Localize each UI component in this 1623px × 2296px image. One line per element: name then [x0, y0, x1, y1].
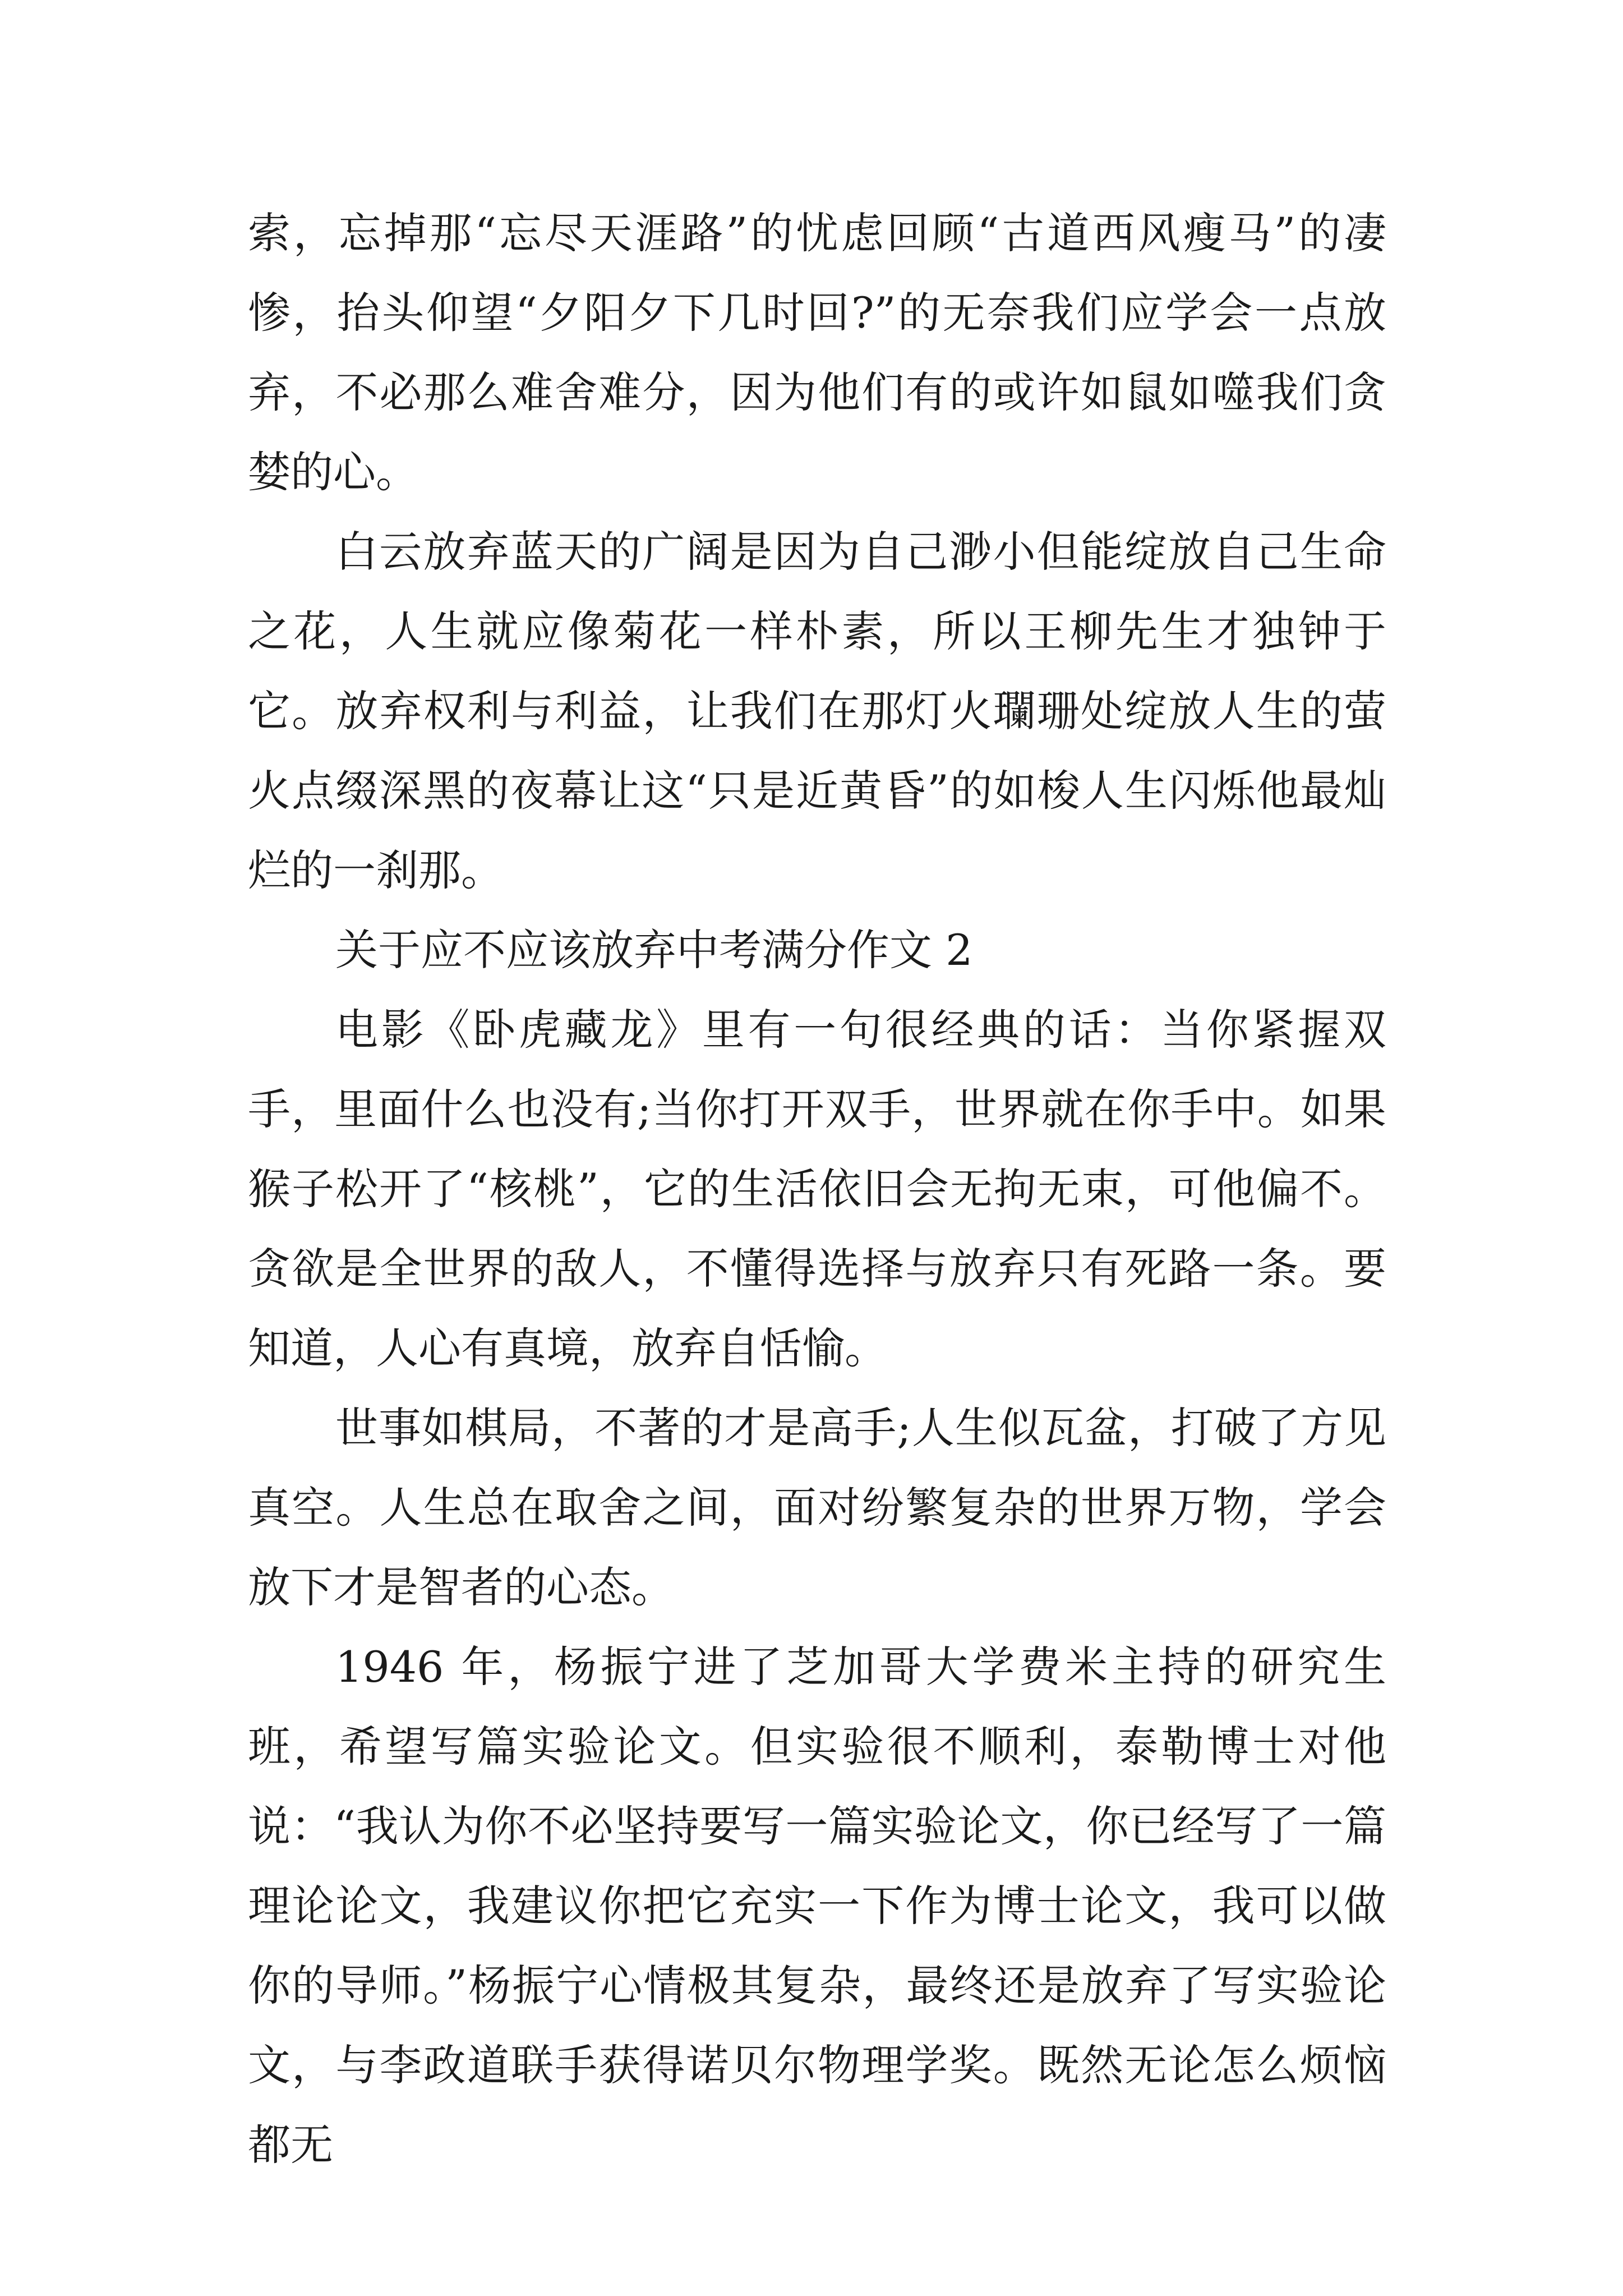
paragraph: 世事如棋局，不著的才是高手;人生似瓦盆，打破了方见真空。人生总在取舍之间，面对纷繁复杂的世界万物，学会放下才是智者的心态。: [248, 1403, 1386, 1612]
paragraph: 电影《卧虎藏龙》里有一句很经典的话：当你紧握双手，里面什么也没有;当你打开双手，世界就在你手中。如果猴子松开了“核桃”，它的生活依旧会无拘无束，可他偏不。贪欲是全世界的敌人，不懂得选择与放弃只有死路一条。要知道，人心有真境，放弃自恬愉。: [248, 1005, 1386, 1373]
document-body: [248, 194, 1386, 2185]
paragraph: 1946 年，杨振宁进了芝加哥大学费米主持的研究生班，希望写篇实验论文。但实验很不顺利，泰勒博士对他说：“我认为你不必坚持要写一篇实验论文，你已经写了一篇理论论文，我建议你把它充实一下作为博士论文，我可以做你的导师。”杨振宁心情极其复杂，最终还是放弃了写实验论文，与李政道联手获得诺贝尔物理学奖。既然无论怎么烦恼都无: [248, 1642, 1386, 2170]
paragraph: 白云放弃蓝天的广阔是因为自己渺小但能绽放自己生命之花，人生就应像菊花一样朴素，所以王柳先生才独钟于它。放弃权利与利益，让我们在那灯火瓓珊处绽放人生的萤火点缀深黑的夜幕让这“只是近黄昏”的如梭人生闪烁他最灿烂的一刹那。: [248, 527, 1386, 895]
paragraph: 索，忘掉那“忘尽天涯路”的忧虑回顾“古道西风瘦马”的凄惨，抬头仰望“夕阳夕下几时回?”的无奈我们应学会一点放弃，不必那么难舍难分，因为他们有的或许如鼠如噬我们贪婪的心。: [248, 208, 1386, 497]
section-heading: 关于应不应该放弃中考满分作文 2: [335, 925, 973, 975]
